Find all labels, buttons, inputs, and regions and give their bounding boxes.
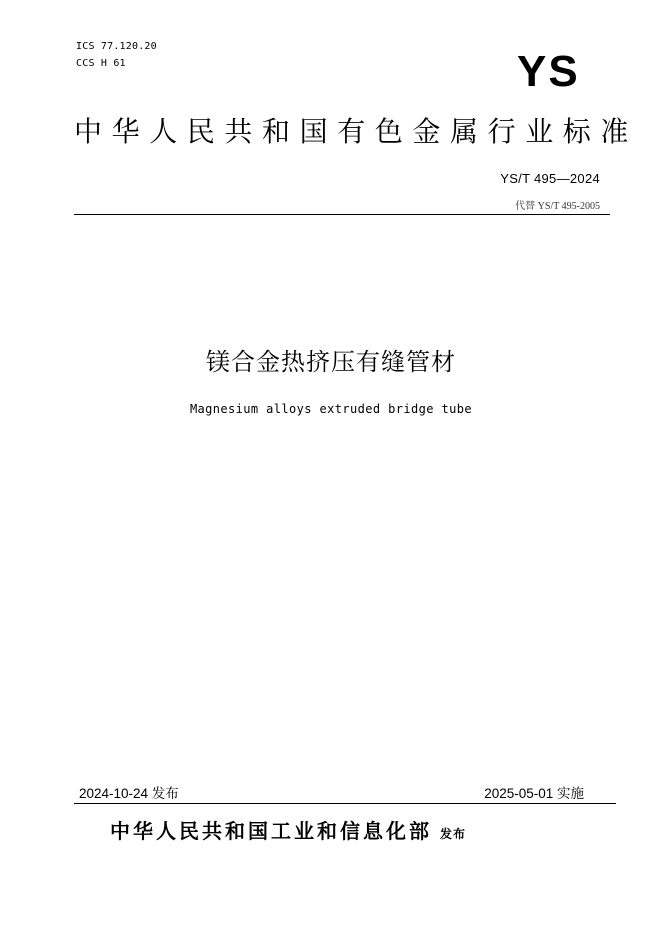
publisher-line <box>110 815 466 844</box>
ccs-code: CCS H 61 <box>76 58 126 69</box>
ys-logo: YS <box>517 47 580 96</box>
replaces-note: 代替 YS/T 495-2005 <box>515 201 600 212</box>
document-title-cn: 镁合金热挤压有缝管材 <box>206 349 456 376</box>
publisher-name: 中华人民共和国工业和信息化部 <box>110 821 432 843</box>
header-divider <box>74 214 610 215</box>
document-title-en: Magnesium alloys extruded bridge tube <box>189 402 473 416</box>
publish-suffix: 发布 <box>440 827 467 841</box>
ics-code: ICS 77.120.20 <box>76 41 157 52</box>
issue-date: 2024-10-24 发布 <box>79 786 179 801</box>
standard-category-title: 中华人民共和国有色金属行业标准 <box>74 116 639 147</box>
standard-number: YS/T 495—2024 <box>500 171 600 186</box>
footer-divider <box>74 803 616 804</box>
implementation-date: 2025-05-01 实施 <box>484 786 584 801</box>
